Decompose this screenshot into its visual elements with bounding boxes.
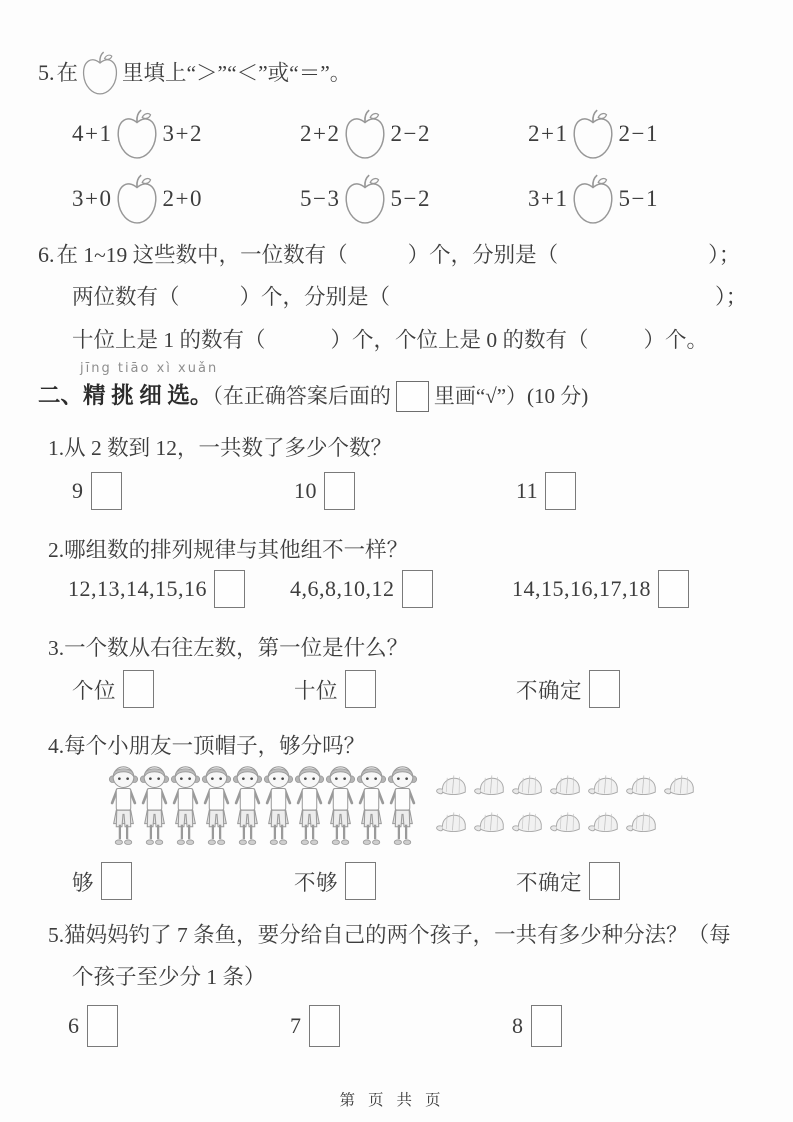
question-2-text: 2.哪组数的排列规律与其他组不一样？ <box>48 538 409 562</box>
option <box>512 1005 734 1047</box>
question-text: 十位上是 1 的数有（ <box>72 328 266 352</box>
answer-box[interactable] <box>91 472 122 510</box>
option-label: 不够 <box>294 870 339 895</box>
option <box>516 472 738 510</box>
child-icon <box>294 762 325 846</box>
expression-left: 2+2 <box>300 121 341 146</box>
apple-icon <box>80 50 120 96</box>
cap-icon <box>432 768 470 799</box>
apple-answer-slot[interactable] <box>570 108 616 160</box>
question-6-line-3 <box>72 326 708 355</box>
blank-answer-space <box>266 346 331 347</box>
section-instructions: （在正确答案后面的 <box>212 384 391 408</box>
child-icon <box>356 762 387 846</box>
answer-box[interactable] <box>324 472 355 510</box>
child-icon <box>108 762 139 846</box>
option <box>294 862 516 900</box>
section-title-pinyin: jīng tiāo xì xuǎn <box>80 361 219 376</box>
option-label: 12,13,14,15,16 <box>68 576 207 601</box>
expression-right: 2+0 <box>162 186 203 211</box>
option-label: 7 <box>290 1013 302 1038</box>
cap-icon <box>660 768 698 799</box>
section-2-header <box>38 378 588 412</box>
child-icon <box>325 762 356 846</box>
option-label: 4,6,8,10,12 <box>290 576 395 601</box>
option <box>516 862 738 900</box>
option <box>72 472 294 510</box>
answer-box[interactable] <box>402 570 433 608</box>
question-text: ）； <box>708 243 741 267</box>
question-5b-options <box>68 1005 734 1047</box>
page-footer: 第页共页 <box>339 1092 454 1109</box>
question-1-options <box>72 472 738 510</box>
question-3-text: 3.一个数从右往左数，第一位是什么？ <box>48 636 409 660</box>
apple-answer-slot[interactable] <box>114 173 160 225</box>
apple-answer-slot[interactable] <box>342 173 388 225</box>
cap-icon <box>622 805 660 836</box>
blank-answer-space <box>589 346 644 347</box>
option <box>68 570 290 608</box>
question-2-options <box>68 570 689 608</box>
cap-icon <box>584 805 622 836</box>
expression-right: 3+2 <box>162 121 203 146</box>
section-title: 二、精 挑 细 选。 <box>38 383 213 408</box>
option <box>512 570 689 608</box>
option-label: 10 <box>294 478 317 503</box>
cap-icon <box>508 805 546 836</box>
apple-icon <box>342 173 388 225</box>
answer-box[interactable] <box>87 1005 118 1047</box>
expression-left: 3+0 <box>72 186 113 211</box>
question-3-options <box>72 670 738 708</box>
question-text: 在 <box>56 61 79 85</box>
option <box>290 1005 512 1047</box>
cap-icon <box>508 768 546 799</box>
question-text: 在 1~19 这些数中，一位数有（ <box>56 243 348 267</box>
answer-box[interactable] <box>589 862 620 900</box>
children-group <box>108 762 418 846</box>
answer-box[interactable] <box>345 862 376 900</box>
cap-icon <box>546 768 584 799</box>
question-5b-text-line-1: 5.猫妈妈钓了 7 条鱼，要分给自己的两个孩子，一共有多少种分法？（每 <box>48 923 731 947</box>
apple-icon <box>114 173 160 225</box>
blank-answer-space <box>390 303 715 304</box>
apple-icon <box>570 173 616 225</box>
option-label: 9 <box>72 478 84 503</box>
answer-box[interactable] <box>589 670 620 708</box>
question-4-text: 4.每个小朋友一顶帽子，够分吗？ <box>48 734 366 758</box>
question-4-illustration <box>108 762 698 846</box>
answer-box[interactable] <box>658 570 689 608</box>
option-label: 够 <box>72 870 95 895</box>
option-label: 11 <box>516 478 539 503</box>
question-text: ）个，个位上是 0 的数有（ <box>330 328 589 352</box>
apple-answer-slot[interactable] <box>114 108 160 160</box>
question-4-options <box>72 862 738 900</box>
cap-icon <box>622 768 660 799</box>
expression-right: 5−1 <box>618 186 659 211</box>
option-label: 14,15,16,17,18 <box>512 576 651 601</box>
child-icon <box>387 762 418 846</box>
apple-answer-slot[interactable] <box>80 50 120 96</box>
question-number: 6. <box>38 242 55 267</box>
comparison-row-2 <box>72 173 756 225</box>
question-text: ）个，分别是（ <box>239 285 391 309</box>
option-label: 个位 <box>72 678 117 703</box>
comparison-item <box>300 173 528 225</box>
apple-icon <box>342 108 388 160</box>
comparison-item <box>72 173 300 225</box>
question-text: 两位数有（ <box>72 285 180 309</box>
child-icon <box>139 762 170 846</box>
question-1-text: 1.从 2 数到 12，一共数了多少个数？ <box>48 436 393 460</box>
expression-left: 5−3 <box>300 186 341 211</box>
option <box>294 670 516 708</box>
blank-answer-space <box>558 261 708 262</box>
question-number: 5. <box>38 60 55 85</box>
section-instructions: 里画“√”）(10 分) <box>433 384 589 408</box>
answer-box[interactable] <box>345 670 376 708</box>
option <box>68 1005 290 1047</box>
apple-answer-slot[interactable] <box>570 173 616 225</box>
comparison-item <box>528 108 756 160</box>
comparison-item <box>528 173 756 225</box>
blank-answer-space <box>180 303 240 304</box>
caps-row-2 <box>432 805 698 836</box>
expression-left: 2+1 <box>528 121 569 146</box>
option-label: 6 <box>68 1013 80 1038</box>
expression-left: 3+1 <box>528 186 569 211</box>
apple-icon <box>114 108 160 160</box>
cap-icon <box>470 768 508 799</box>
option-label: 不确定 <box>516 678 583 703</box>
child-icon <box>263 762 294 846</box>
caps-group <box>432 768 698 836</box>
cap-icon <box>432 805 470 836</box>
expression-right: 2−2 <box>390 121 431 146</box>
comparison-row-1 <box>72 108 756 160</box>
child-icon <box>201 762 232 846</box>
cap-icon <box>470 805 508 836</box>
option <box>294 472 516 510</box>
answer-box[interactable] <box>396 381 429 412</box>
blank-answer-space <box>348 261 408 262</box>
cap-icon <box>546 805 584 836</box>
option <box>516 670 738 708</box>
question-5b-text-line-2: 个孩子至少分 1 条） <box>72 965 266 989</box>
child-icon <box>232 762 263 846</box>
question-text: ）个，分别是（ <box>407 243 559 267</box>
option <box>72 670 294 708</box>
option <box>72 862 294 900</box>
cap-icon <box>584 768 622 799</box>
child-icon <box>170 762 201 846</box>
option-label: 不确定 <box>516 870 583 895</box>
expression-right: 2−1 <box>618 121 659 146</box>
question-text: 里填上“＞”“＜”或“＝”。 <box>122 61 352 85</box>
comparison-item <box>72 108 300 160</box>
expression-right: 5−2 <box>390 186 431 211</box>
caps-row-1 <box>432 768 698 799</box>
question-5-title <box>38 50 351 96</box>
apple-icon <box>570 108 616 160</box>
option <box>290 570 512 608</box>
answer-box[interactable] <box>531 1005 562 1047</box>
answer-box[interactable] <box>123 670 154 708</box>
answer-box[interactable] <box>545 472 576 510</box>
expression-left: 4+1 <box>72 121 113 146</box>
answer-box[interactable] <box>309 1005 340 1047</box>
question-text: ）个。 <box>643 328 709 352</box>
question-text: ）； <box>715 285 748 309</box>
question-6-line-1 <box>38 240 740 270</box>
option-label: 十位 <box>294 678 339 703</box>
option-label: 8 <box>512 1013 524 1038</box>
apple-answer-slot[interactable] <box>342 108 388 160</box>
question-6-line-2 <box>72 283 747 312</box>
answer-box[interactable] <box>101 862 132 900</box>
answer-box[interactable] <box>214 570 245 608</box>
comparison-item <box>300 108 528 160</box>
